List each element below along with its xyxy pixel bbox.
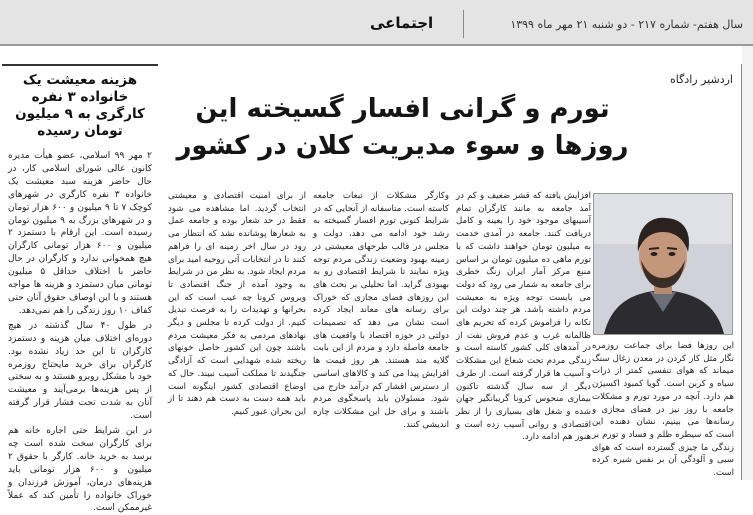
page-header	[0, 0, 753, 46]
issue-meta: سال هفتم- شماره ۲۱۷ - دو شنبه ۲۱ مهر ماه ۱۳۹۹	[510, 18, 743, 31]
article-column-2	[313, 190, 449, 480]
article-paragraph: افزایش یافته که قشر ضعیف و کم در آمد جامعه به مانند کارگران تمام آسیبهای موجود خود را بعینه و کامل دریافت کنند. جامعه در آمدی خدمت به میلیون تومان خواهند داشت که با تورم ماهی ده میلیون تومان بر اساس منبع مرکز آمار ایران زنگ خطری برای جامعه به شمار می رود که دولت می بایست توجه ویژه به معیشت مردم داشته باشد. هر چند دولت این تکانه را فراموش کرده که تحریم های ظالمانه غرب و عدم فروش نفت از در آمدهای کلی کشور کاسته است و زندگی مردم تحت شعاع این مشکلات و آسیب ها قرار گرفته است. از طرف دیگر از سه سال گذشته تاکنون بیماری منحوس کرونا گریبانگیر جهان شده و شغل های بسیاری را از نظر اقتصادی و روانی آسیب زده است و هنوز هم ادامه دارد.	[456, 191, 591, 443]
article-paragraph: وکارگر مشکلات از تبعات جامعه کاسته است. متاسفانه از آنجایی که در شرایط کنونی تورم افسار گسیخته به رشد خود ادامه می دهد، دولت و مجلس در قالب طرحهای معیشتی در زمینه بهبود وضعیت زندگی مردم توجه ویژه نمایند تا شرایط اقتصادی رو به بهبودی گراید. اما تحلیلی بر بحث های این روزهای فضای مجازی که خوراک برای رسانه های معاند ایجاد کرده است نشان می دهد که تصمیمات دولتی در حوزه اقتصاد با واقعیت های جامعه فاصله دارد و مردم از این بابت گلایه مند هستند. هر روز قیمت ها افزایش پیدا می کند و کالاهای اساسی از دسترس اقشار کم درآمد خارج می شود. مسئولان باید پاسخگوی مردم باشند و برای حل این مشکلات چاره اندیشی کنند.	[313, 191, 449, 430]
article-headline: تورم و گرانی افسار گسیخته این روزها و سوء مدیریت کلان در کشور	[176, 94, 629, 161]
article-column-1	[456, 190, 591, 480]
sidebar-paragraph: در طول ۴۰ سال گذشته در هیچ دوره‌ای اختلاف میان هزینه و دستمزد کارگران تا این حد زیاد نشده بود. کارگران برای خرید مایحتاج روزمره خود با مشکل روبرو هستند و به سختی از پس هزینه‌ها برمی‌آیند و معیشت آنان به شدت تحت فشار قرار گرفته است.	[8, 320, 152, 422]
sidebar-headline: هزینه معیشت یک خانواده ۳ نفره کارگری به ۹ میلیون تومان رسیده	[15, 72, 145, 139]
sidebar-column	[2, 64, 158, 514]
sidebar-paragraph: ۲ مهر ۹۹ اسلامی، عضو هیأت مدیره کانون عالی شورای اسلامی کار، در حال حاضر هزینه سبد معیشت یک خانواده ۳ نفره کارگری در شهرهای کوچک ۷ تا ۹ میلیون و ۶۰۰ هزار تومان و در شهرهای بزرگ به ۹ میلیون تومان رسیده است. این ارقام با دستمزد ۲ میلیون و ۶۰۰ هزار تومانی کارگران هیچ همخوانی ندارد و کارگران در حال حاضر با اختلاف حداقل ۵ میلیون تومانی میان دستمزد و هزینه ها مواجه هستند و با این اوصاف حقوق آنان حتی کفاف ۱۰ روز زندگی را هم نمی‌دهد.	[8, 151, 152, 316]
header-divider	[463, 10, 464, 38]
sidebar-paragraph: در این شرایط حتی اجاره خانه هم برای کارگران سخت شده است چه برسد به خرید خانه. کارگر با حقوق ۲ میلیون و ۶۰۰ هزار تومانی باید هزینه‌های درمان، آموزش فرزندان و خوراک خانواده را تأمین کند که عملاً غیرممکن است.	[8, 426, 152, 514]
article-column-under-photo	[592, 340, 734, 480]
article-column-3	[168, 190, 306, 480]
article-byline: اردشیر رادگاه	[670, 73, 733, 86]
article-paragraph: از برای امنیت اقتصادی و معیشتی انتخاب گردید. اما مشاهده می شود فقط در حد شعار بوده و جامعه عمل به شعارها پوشانده نشد که انتظار می رود در سال اخر زمینه ای را فراهم کنند تا در انتخابات آتی روحیه امید برای مردم ایجاد شود. به نظر من در شرایط به وجود آمده از جنگ اقتصادی تا ویروس کرونا چه عیب است که این بحرانها و تهدیدات را به فرصت تبدیل کنیم. از دولت کرده تا مجلس و دیگر نهادهای مردمی به فکر معیشت مردم باشند چون این کشور حاصل خونهای ریخته شده شهدایی است که آزادگی جنگیدند تا مملکت آسیب نبیند. حال که اوضاع اقتصادی کشور اینگونه است باید همه دست به دست هم دهند تا از این بحران عبور کنیم.	[168, 191, 306, 417]
sidebar-body	[8, 150, 152, 515]
article-paragraph: این روزها فضا برای جماعت روزمره نگار مثل کار کردن در معدن زغال سنگ میماند که هوای تنفسی کمتر از ذرات سیاه و کربن است. گویا کمبود اکسیژن هم دارد. آنچه در مورد تورم و مشکلات جامعه با روز نیز در فضای مجازی و رسانه‌ها می بینیم، نشان دهنده این است که سیطره ظلم و فساد و تورم بر زندگی ما چیزی گسترده است که هوای سبی و آلودگی آن بر نفس شیره کرده است.	[592, 341, 734, 479]
adjacent-page-edge	[742, 46, 753, 480]
section-title: اجتماعی	[370, 14, 434, 32]
